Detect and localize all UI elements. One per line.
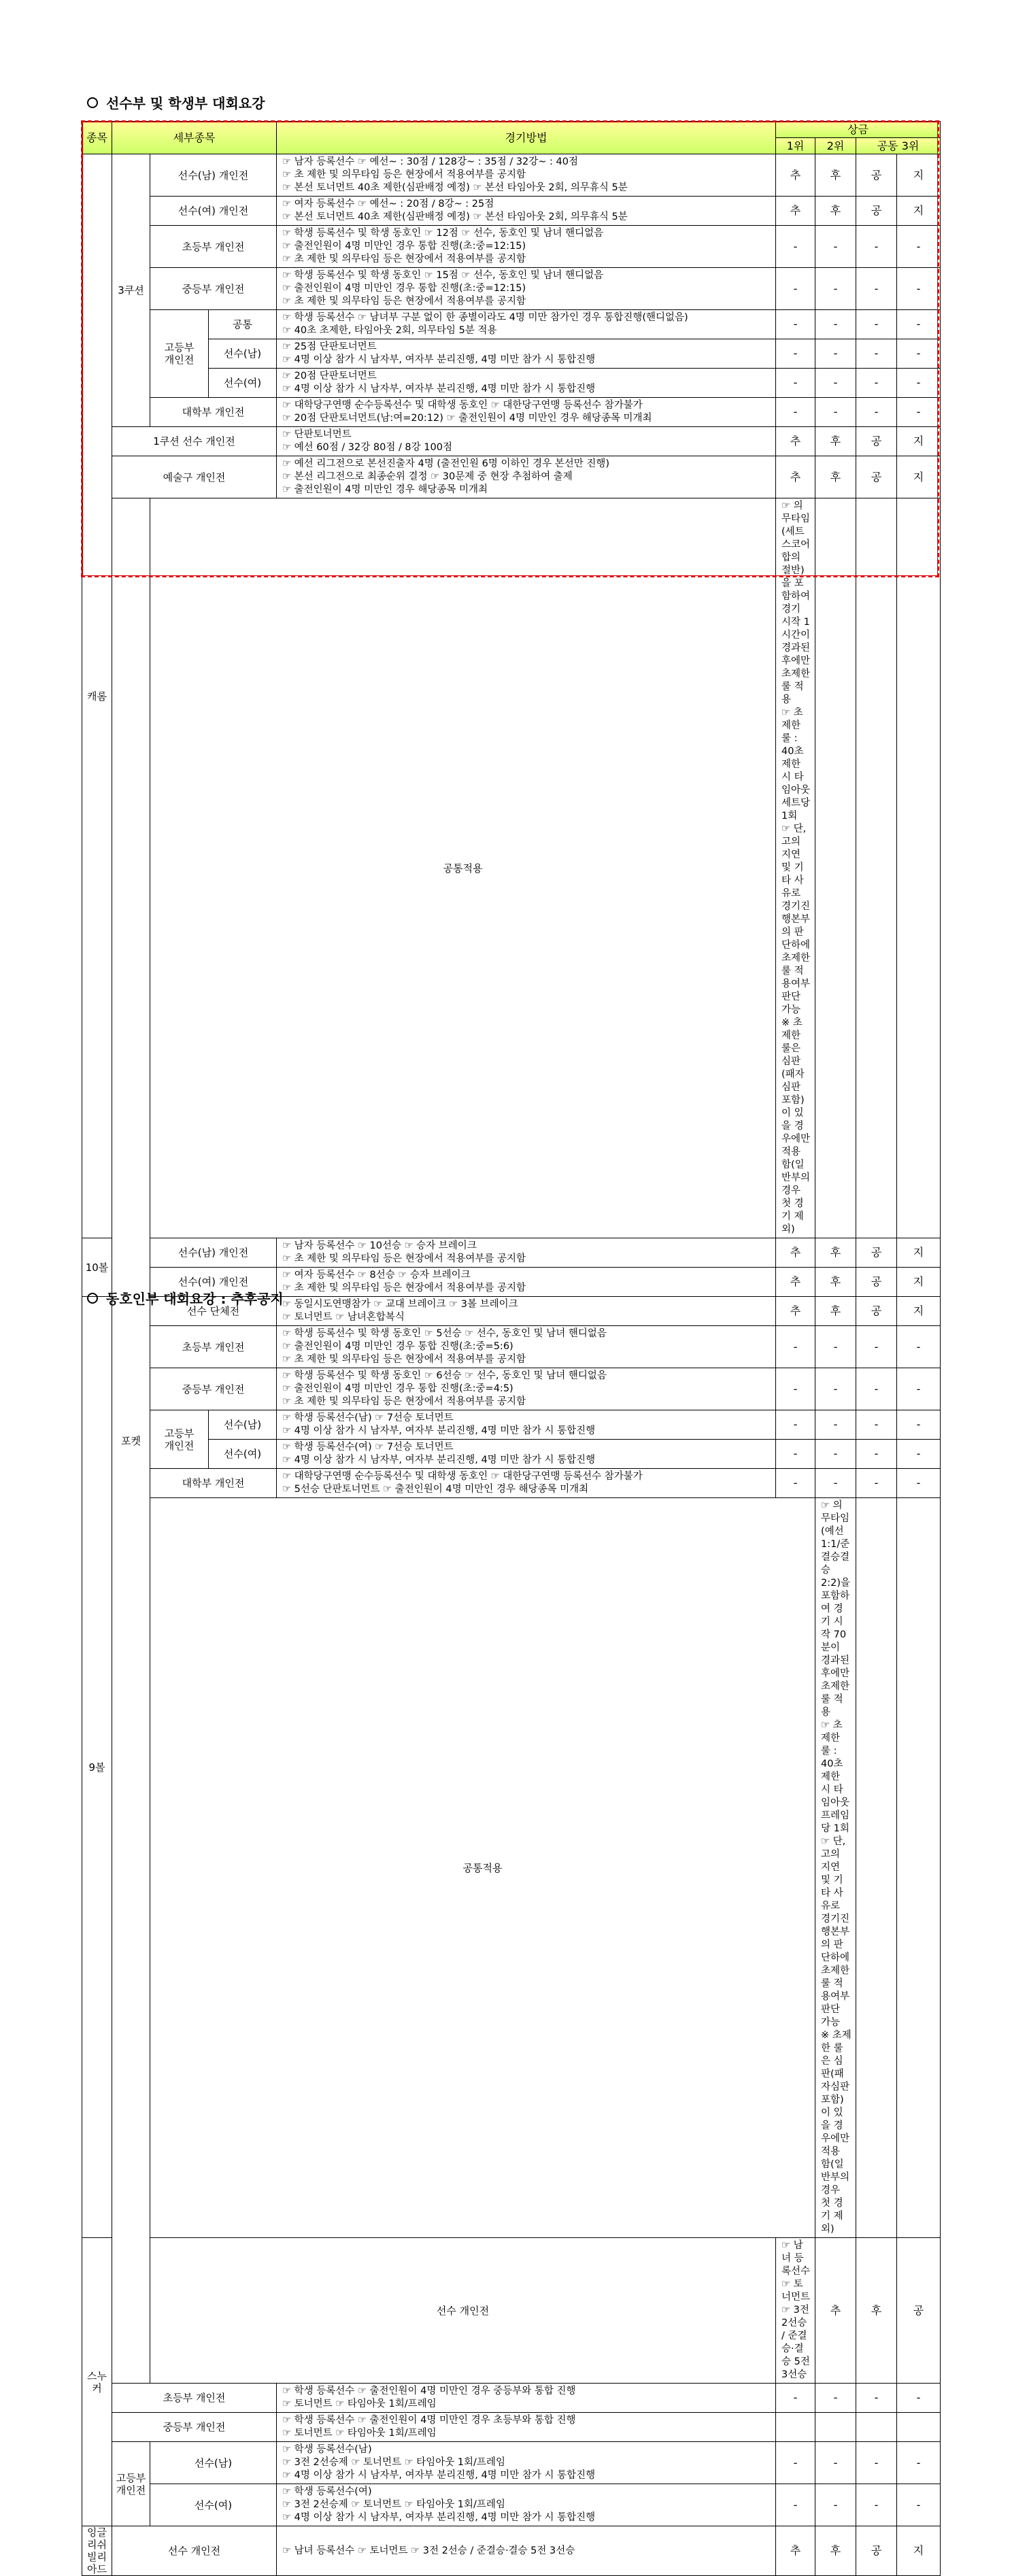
- prize-cell: -: [776, 268, 815, 310]
- prize-cell: 공: [856, 2526, 897, 2576]
- method-line: ※ 초제한 룰은 심판(패자심판 포함)이 있을 경우에만 적용 함(일반부의 경우 첫 경기 제외): [821, 2030, 851, 2235]
- method-cell: [277, 197, 776, 226]
- method-line: ☞ 본선 토너먼트 40초 제한(심판배정 예정) ☞ 본선 타임아웃 2회, 의무휴식 5분: [282, 182, 628, 193]
- category-cell: 스누커: [82, 2238, 112, 2526]
- prize-cell: -: [776, 1410, 815, 1440]
- prize-cell: 공: [856, 154, 897, 197]
- table-row: [82, 1469, 941, 1498]
- prize-cell: [856, 498, 897, 1238]
- method-line: ☞ 의무타임(예선 1:1/준결승결승 2:2)을 포함하여 경기 시작 70분이 경과된 후에만 초제한 룰 적용: [821, 1500, 851, 1718]
- header-event: 종목: [82, 122, 112, 154]
- method-line: ☞ 단, 고의 지연 및 기타 사유로 경기진행본부의 판단하에 초제한 룰 적용여부 판단 가능: [781, 824, 811, 1015]
- method-line: ☞ 초제한 룰 : 40초제한 시 타임아웃 프레임당 1회: [821, 1720, 850, 1834]
- category-cell: 선수 개인전: [112, 2526, 277, 2576]
- prize-cell: -: [897, 1368, 941, 1410]
- method-line: ☞ 여자 등록선수 ☞ 8선승 ☞ 승자 브레이크: [282, 1270, 471, 1281]
- method-cell: [277, 2442, 776, 2484]
- method-line: ☞ 학생 등록선수(여) ☞ 7선승 토너먼트: [282, 1442, 454, 1453]
- prize-cell: 추: [776, 197, 815, 226]
- method-line: ☞ 4명 이상 참가 시 남자부, 여자부 분리진행, 4명 미만 참가 시 통합진행: [282, 1455, 596, 1465]
- table-row: [82, 398, 941, 427]
- category-cell: 대학부 개인전: [150, 1469, 277, 1498]
- prize-cell: -: [776, 339, 815, 369]
- category-cell: 선수(여): [209, 369, 277, 398]
- prize-cell: -: [776, 1368, 815, 1410]
- method-cell: [277, 1440, 776, 1469]
- prize-cell: -: [815, 2484, 856, 2526]
- table-row: [82, 197, 941, 226]
- method-line: ☞ 예선 60점 / 32강 80점 / 8강 100점: [282, 442, 452, 453]
- method-cell: [277, 1469, 776, 1498]
- prize-cell: 추: [776, 456, 815, 498]
- method-cell: [277, 427, 776, 456]
- table-row: [82, 427, 941, 456]
- table-row: [82, 1326, 941, 1368]
- table-row: [82, 1368, 941, 1410]
- method-line: ☞ 4명 이상 참가 시 남자부, 여자부 분리진행, 4명 미만 참가 시 통합진행: [282, 1425, 596, 1436]
- prize-cell: -: [897, 2384, 941, 2413]
- method-line: ☞ 4명 이상 참가 시 남자부, 여자부 분리진행, 4명 미만 참가 시 통합진행: [282, 2512, 596, 2523]
- method-line: ☞ 대학당구연맹 순수등록선수 및 대학생 동호인 ☞ 대한당구연맹 등록선수 참가불가: [282, 400, 643, 411]
- prize-cell: 추: [815, 2238, 856, 2384]
- prize-cell: -: [776, 1440, 815, 1469]
- method-line: ☞ 학생 등록선수 ☞ 출전인원이 4명 미만인 경우 중등부와 통합 진행: [282, 2386, 576, 2396]
- prize-cell: [815, 498, 856, 1238]
- method-line: ☞ 20점 단판토너먼트: [282, 371, 377, 382]
- prize-cell: -: [815, 398, 856, 427]
- category-cell: 초등부 개인전: [150, 1326, 277, 1368]
- method-line: ☞ 학생 등록선수 및 학생 동호인 ☞ 6선승 ☞ 선수, 동호인 및 남녀 핸디없음: [282, 1370, 607, 1381]
- method-line: ☞ 40초 초제한, 타임아웃 2회, 의무타임 5분 적용: [282, 325, 497, 336]
- prize-cell: 추: [776, 154, 815, 197]
- method-line: ☞ 5선승 단판토너먼트 ☞ 출전인원이 4명 미만인 경우 해당종목 미개최: [282, 1484, 589, 1495]
- prize-cell: -: [776, 2384, 815, 2413]
- category-cell: 잉글리쉬 빌리아드: [82, 2526, 112, 2576]
- prize-cell: -: [776, 2484, 815, 2526]
- method-line: ☞ 단, 고의 지연 및 기타 사유로 경기진행본부의 판단하에 초제한 룰 적용여부 판단 가능: [821, 1836, 850, 2028]
- prize-cell: -: [815, 1440, 856, 1469]
- table-row: [82, 268, 941, 310]
- prize-cell: -: [856, 339, 897, 369]
- prize-cell: -: [815, 1326, 856, 1368]
- prize-cell: [897, 498, 941, 1238]
- prize-cell: -: [856, 2384, 897, 2413]
- method-line: ☞ 3전 2선승제 ☞ 토너먼트 ☞ 타임아웃 1회/프레임: [282, 2499, 505, 2510]
- method-cell: [277, 339, 776, 369]
- method-line: ☞ 학생 등록선수 및 학생 동호인 ☞ 15점 ☞ 선수, 동호인 및 남녀 핸디없음: [282, 270, 604, 281]
- method-line: ※ 초제한 룰은 심판(패자심판 포함)이 있을 경우에만 적용 함(일반부의 경우 첫 경기 제외): [781, 1017, 811, 1235]
- header-prize: 상금: [776, 122, 941, 138]
- prize-cell: 지: [897, 1297, 941, 1326]
- table-row: [82, 2238, 941, 2384]
- header-third: 공동 3위: [856, 138, 941, 154]
- prize-cell: -: [815, 310, 856, 339]
- category-cell: 선수(남) 개인전: [150, 154, 277, 197]
- method-line: ☞ 본선 토너먼트 40초 제한(심판배정 예정) ☞ 본선 타임아웃 2회, 의무휴식 5분: [282, 211, 628, 222]
- method-line: ☞ 단판토너먼트: [282, 429, 352, 440]
- table-row: [82, 2413, 941, 2442]
- prize-cell: -: [897, 2484, 941, 2526]
- table-row: [82, 369, 941, 398]
- method-line: ☞ 초 제한 및 의무타임 등은 현장에서 적용여부를 공지함: [282, 1283, 526, 1293]
- category-cell: 고등부 개인전: [150, 310, 209, 398]
- prize-cell: -: [815, 268, 856, 310]
- prize-cell: 지: [897, 197, 941, 226]
- method-cell: [277, 1368, 776, 1410]
- category-cell: 포켓: [112, 498, 150, 2384]
- prize-cell: -: [815, 2442, 856, 2484]
- prize-cell: -: [856, 1368, 897, 1410]
- table-row: [82, 310, 941, 339]
- method-line: ☞ 초 제한 및 의무타임 등은 현장에서 적용여부를 공지함: [282, 1396, 526, 1407]
- prize-cell: 공: [897, 2238, 941, 2384]
- prize-cell: [856, 2413, 897, 2442]
- prize-cell: 후: [815, 427, 856, 456]
- prize-cell: 지: [897, 2526, 941, 2576]
- header-sub-event: 세부종목: [112, 122, 277, 154]
- prize-cell: [897, 1498, 941, 2238]
- header-row-top: [82, 122, 941, 138]
- prize-cell: -: [776, 369, 815, 398]
- prize-cell: -: [856, 1440, 897, 1469]
- prize-cell: 후: [815, 1297, 856, 1326]
- method-line: ☞ 학생 등록선수(남): [282, 2444, 372, 2455]
- table-row: [82, 1238, 941, 1268]
- prize-cell: -: [856, 1469, 897, 1498]
- prize-cell: -: [856, 369, 897, 398]
- category-cell: 중등부 개인전: [150, 268, 277, 310]
- prize-cell: 지: [897, 154, 941, 197]
- category-cell: 중등부 개인전: [150, 1368, 277, 1410]
- prize-cell: -: [856, 1410, 897, 1440]
- method-line: ☞ 여자 등록선수 ☞ 예선~ : 20점 / 8강~ : 25점: [282, 199, 494, 209]
- table-row: [82, 2526, 941, 2576]
- method-cell: [277, 310, 776, 339]
- prize-cell: -: [897, 339, 941, 369]
- method-cell: [277, 2413, 776, 2442]
- prize-cell: -: [815, 369, 856, 398]
- prize-cell: -: [856, 226, 897, 268]
- prize-cell: 후: [815, 154, 856, 197]
- prize-cell: -: [815, 2384, 856, 2413]
- category-cell: 중등부 개인전: [112, 2413, 277, 2442]
- prize-cell: 공: [856, 1297, 897, 1326]
- category-cell: 선수(남): [209, 339, 277, 369]
- method-cell: [277, 369, 776, 398]
- prize-cell: 후: [815, 456, 856, 498]
- prize-cell: -: [897, 2442, 941, 2484]
- method-line: ☞ 4명 이상 참가 시 남자부, 여자부 분리진행, 4명 미만 참가 시 통합진행: [282, 384, 596, 394]
- method-line: ☞ 초 제한 및 의무타임 등은 현장에서 적용여부를 공지함: [282, 296, 526, 307]
- prize-cell: 지: [897, 456, 941, 498]
- method-line: ☞ 3전 2선승제 ☞ 토너먼트 ☞ 타임아웃 1회/프레임: [282, 2457, 505, 2468]
- category-cell: 초등부 개인전: [150, 226, 277, 268]
- prize-cell: -: [776, 1326, 815, 1368]
- method-line: ☞ 학생 등록선수 및 학생 동호인 ☞ 5선승 ☞ 선수, 동호인 및 남녀 핸디없음: [282, 1328, 607, 1339]
- method-line: ☞ 초 제한 및 의무타임 등은 현장에서 적용여부를 공지함: [282, 1354, 526, 1365]
- category-cell: 초등부 개인전: [112, 2384, 277, 2413]
- method-line: ☞ 초 제한 및 의무타임 등은 현장에서 적용여부를 공지함: [282, 169, 526, 180]
- prize-cell: -: [776, 2442, 815, 2484]
- method-cell: [277, 398, 776, 427]
- category-cell: 10볼: [82, 1238, 112, 1297]
- section-heading-amateur: [87, 1288, 284, 1308]
- prize-cell: -: [897, 226, 941, 268]
- prize-cell: -: [897, 310, 941, 339]
- prize-cell: [897, 2413, 941, 2442]
- method-line: ☞ 토너먼트 ☞ 타임아웃 1회/프레임: [282, 2428, 437, 2439]
- category-cell: 선수 개인전: [150, 2238, 776, 2384]
- prize-cell: 공: [856, 1238, 897, 1268]
- prize-cell: -: [815, 1368, 856, 1410]
- method-line: ☞ 출전인원이 4명 미만인 경우 통합 진행(초:중=4:5): [282, 1383, 513, 1394]
- competition-rules-table: [82, 121, 941, 2576]
- table-row: [82, 226, 941, 268]
- prize-cell: [856, 1498, 897, 2238]
- category-cell: 캐롬: [82, 154, 112, 1238]
- prize-cell: [776, 2413, 815, 2442]
- method-line: ☞ 출전인원이 4명 미만인 경우 해당종목 미개최: [282, 484, 488, 495]
- prize-cell: 후: [815, 1238, 856, 1268]
- method-line: ☞ 토너먼트 ☞ 남녀혼합복식: [282, 1312, 405, 1323]
- method-line: ☞ 4명 이상 참가 시 남자부, 여자부 분리진행, 4명 미만 참가 시 통합진행: [282, 2470, 596, 2481]
- category-cell: 선수(여): [209, 1440, 277, 1469]
- category-cell: 예술구 개인전: [112, 456, 277, 498]
- method-line: ☞ 학생 등록선수 ☞ 남녀부 구분 없이 한 종별이라도 4명 미만 참가인 경우 통합진행(핸디없음): [282, 312, 688, 323]
- prize-cell: -: [776, 310, 815, 339]
- prize-cell: [815, 2413, 856, 2442]
- prize-cell: -: [897, 1410, 941, 1440]
- prize-cell: -: [815, 339, 856, 369]
- category-cell: 공통: [209, 310, 277, 339]
- prize-cell: -: [815, 226, 856, 268]
- prize-cell: -: [897, 268, 941, 310]
- method-line: ☞ 예선 리그전으로 본선진출자 4명 (출전인원 6명 이하인 경우 본선만 진행): [282, 458, 610, 469]
- section-heading-players: [87, 92, 265, 112]
- table-body: [82, 154, 941, 2576]
- prize-cell: -: [776, 398, 815, 427]
- method-line: ☞ 남녀 등록선수 ☞ 토너먼트 ☞ 3전 2선승 / 준결승·결승 5전 3선승: [282, 2545, 575, 2556]
- prize-cell: -: [897, 1469, 941, 1498]
- method-line: ☞ 대학당구연맹 순수등록선수 및 대학생 동호인 ☞ 대한당구연맹 등록선수 참가불가: [282, 1471, 643, 1482]
- header-second: 2위: [815, 138, 856, 154]
- prize-cell: -: [856, 310, 897, 339]
- prize-cell: 후: [856, 2238, 897, 2384]
- method-cell: [277, 268, 776, 310]
- category-cell: 3쿠션: [112, 154, 150, 427]
- prize-cell: 추: [776, 427, 815, 456]
- category-cell: 선수(여): [150, 2484, 277, 2526]
- prize-cell: -: [897, 398, 941, 427]
- method-cell: [277, 154, 776, 197]
- prize-cell: -: [897, 1440, 941, 1469]
- method-line: ☞ 남자 등록선수 ☞ 10선승 ☞ 승자 브레이크: [282, 1240, 477, 1251]
- method-line: ☞ 학생 등록선수(남) ☞ 7선승 토너먼트: [282, 1412, 454, 1423]
- method-cell: [776, 2238, 815, 2384]
- prize-cell: 공: [856, 197, 897, 226]
- prize-cell: 지: [897, 1238, 941, 1268]
- category-cell: 선수(여) 개인전: [150, 197, 277, 226]
- method-line: ☞ 동일시도연맹참가 ☞ 교대 브레이크 ☞ 3볼 브레이크: [282, 1299, 518, 1310]
- category-cell: 선수(여) 개인전: [150, 1268, 277, 1297]
- table-row: [82, 339, 941, 369]
- category-cell: 공통적용: [150, 498, 776, 1238]
- method-line: ☞ 학생 등록선수 ☞ 출전인원이 4명 미만인 경우 초등부와 통합 진행: [282, 2415, 576, 2426]
- prize-cell: 지: [897, 1268, 941, 1297]
- method-cell: [277, 1410, 776, 1440]
- method-line: ☞ 출전인원이 4명 미만인 경우 통합 진행(초:중=12:15): [282, 283, 526, 294]
- table-row: [82, 2484, 941, 2526]
- category-cell: 공통적용: [150, 1498, 815, 2238]
- table-row: [82, 1440, 941, 1469]
- method-cell: [277, 1238, 776, 1268]
- prize-cell: 지: [897, 427, 941, 456]
- method-line: ☞ 남자 등록선수 ☞ 예선~ : 30점 / 128강~ : 35점 / 32강~ : 40점: [282, 156, 578, 167]
- method-line: ☞ 토너먼트 ☞ 타임아웃 1회/프레임: [282, 2399, 437, 2409]
- method-line: ☞ 4명 이상 참가 시 남자부, 여자부 분리진행, 4명 미만 참가 시 통합진행: [282, 354, 596, 365]
- category-cell: 9볼: [82, 1297, 112, 2238]
- header-first: 1위: [776, 138, 815, 154]
- table-row: [82, 154, 941, 197]
- prize-cell: 후: [815, 2526, 856, 2576]
- method-cell: [277, 1326, 776, 1368]
- method-line: ☞ 초 제한 및 의무타임 등은 현장에서 적용여부를 공지함: [282, 254, 526, 265]
- prize-cell: -: [856, 398, 897, 427]
- prize-cell: 공: [856, 427, 897, 456]
- prize-cell: 공: [856, 1268, 897, 1297]
- prize-cell: -: [815, 1410, 856, 1440]
- prize-cell: -: [776, 1469, 815, 1498]
- prize-cell: -: [897, 369, 941, 398]
- category-cell: 1쿠션 선수 개인전: [112, 427, 277, 456]
- category-cell: 대학부 개인전: [150, 398, 277, 427]
- method-line: ☞ 초 제한 및 의무타임 등은 현장에서 적용여부를 공지함: [282, 1253, 526, 1264]
- method-cell: [277, 456, 776, 498]
- category-cell: 선수(남): [209, 1410, 277, 1440]
- method-cell: [277, 2484, 776, 2526]
- method-line: ☞ 의무타임(세트스코어 합의 절반)을 포함하여 경기 시작 1시간이 경과된 후에만 초제한 룰 적용: [781, 501, 811, 705]
- prize-cell: -: [856, 1326, 897, 1368]
- table-row: [82, 2384, 941, 2413]
- prize-cell: 후: [815, 1268, 856, 1297]
- prize-cell: 후: [815, 197, 856, 226]
- category-cell: 고등부 개인전: [112, 2442, 150, 2526]
- prize-cell: -: [897, 1326, 941, 1368]
- method-line: ☞ 남녀 등록선수 ☞ 토너먼트 ☞ 3전 2선승 / 준결승·결승 5전 3선승: [781, 2240, 811, 2380]
- method-line: ☞ 본선 리그전으로 최종순위 결정 ☞ 30문제 중 현장 추첨하여 출제: [282, 471, 573, 482]
- category-cell: 선수(남): [150, 2442, 277, 2484]
- circle-bullet-icon: [87, 97, 98, 108]
- method-line: ☞ 초제한 룰 : 40초제한 시 타임아웃 세트당 1회: [781, 707, 811, 821]
- prize-cell: -: [776, 226, 815, 268]
- circle-bullet-icon: [87, 1293, 98, 1304]
- category-cell: 선수(남) 개인전: [150, 1238, 277, 1268]
- prize-cell: -: [815, 1469, 856, 1498]
- prize-cell: 공: [856, 456, 897, 498]
- section-heading-text: 선수부 및 학생부 대회요강: [106, 95, 265, 112]
- method-cell: [776, 498, 815, 1238]
- table-row: [82, 456, 941, 498]
- method-cell: [277, 2526, 776, 2576]
- method-line: ☞ 20점 단판토너먼트(남:여=20:12) ☞ 출전인원이 4명 미만인 경우 해당종목 미개최: [282, 413, 652, 424]
- table-row: [82, 498, 941, 1238]
- method-cell: [277, 1297, 776, 1326]
- prize-cell: -: [856, 2442, 897, 2484]
- prize-cell: 추: [776, 1238, 815, 1268]
- method-line: ☞ 학생 등록선수(여): [282, 2486, 372, 2497]
- table-row: [82, 1498, 941, 2238]
- method-cell: [277, 2384, 776, 2413]
- section-heading-text: 동호인부 대회요강 : 추후공지: [106, 1291, 284, 1307]
- method-line: ☞ 25점 단판토너먼트: [282, 341, 377, 352]
- method-cell: [815, 1498, 856, 2238]
- prize-cell: -: [856, 2484, 897, 2526]
- method-cell: [277, 226, 776, 268]
- table-row: [82, 2442, 941, 2484]
- prize-cell: -: [856, 268, 897, 310]
- category-cell: 고등부 개인전: [150, 1410, 209, 1469]
- category-cell: 선수 단체전: [150, 1297, 277, 1326]
- table-row: [82, 1410, 941, 1440]
- method-cell: [277, 1268, 776, 1297]
- prize-cell: 추: [776, 1268, 815, 1297]
- method-line: ☞ 출전인원이 4명 미만인 경우 통합 진행(초:중=12:15): [282, 241, 526, 252]
- method-line: ☞ 출전인원이 4명 미만인 경우 통합 진행(초:중=5:6): [282, 1341, 513, 1352]
- header-method: 경기방법: [277, 122, 776, 154]
- method-line: ☞ 학생 등록선수 및 학생 동호인 ☞ 12점 ☞ 선수, 동호인 및 남녀 핸디없음: [282, 228, 604, 239]
- prize-cell: 추: [776, 2526, 815, 2576]
- prize-cell: 추: [776, 1297, 815, 1326]
